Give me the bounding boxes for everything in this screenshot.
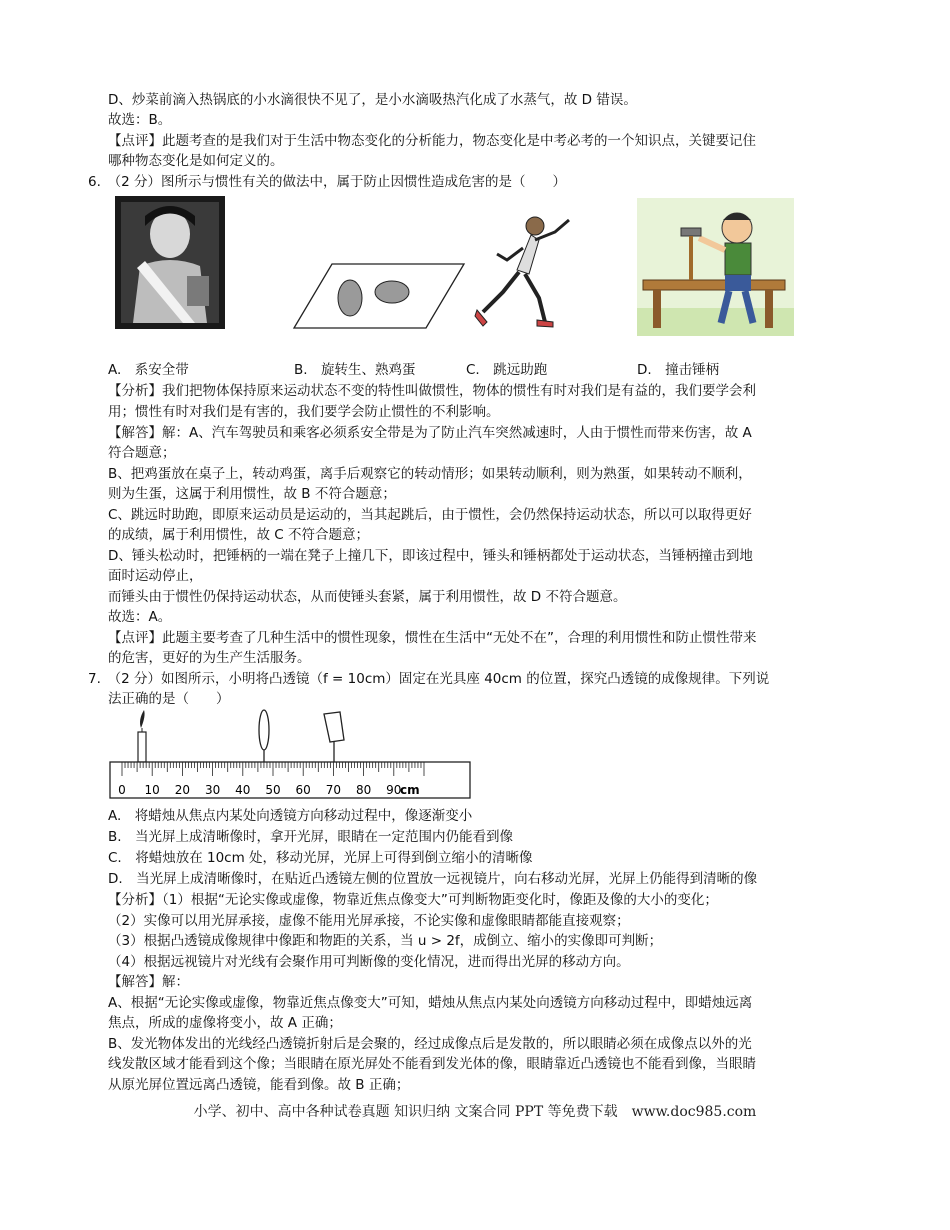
q7-solution-line-3: B、发光物体发出的光线经凸透镜折射后是会聚的，经过成像点后是发散的，所以眼睛必须在成像点以外的光 bbox=[108, 1036, 752, 1052]
convex-lens bbox=[259, 710, 269, 750]
q5-comment-line-2: 哪种物态变化是如何定义的。 bbox=[108, 153, 284, 169]
seatbelt-photo bbox=[115, 196, 225, 329]
page-footer: 小学、初中、高中各种试卷真题 知识归纳 文案合同 PPT 等免费下载 www.doc985.com bbox=[193, 1104, 757, 1120]
q7-solution-head: 【解答】解： bbox=[108, 974, 189, 990]
q6-solution-line-3: B、把鸡蛋放在桌子上，转动鸡蛋，离手后观察它的转动情形；如果转动顺利，则为熟蛋，如果转动不顺利， bbox=[108, 466, 752, 482]
q6-option-d: D. 撞击锤柄 bbox=[637, 362, 720, 378]
ruler-label: 30 bbox=[204, 783, 221, 797]
candle bbox=[138, 710, 146, 762]
q7-solution-line-5: 从原光屏位置远离凸透镜，能看到像。故 B 正确； bbox=[108, 1077, 410, 1093]
ruler-label: 50 bbox=[265, 783, 281, 797]
ruler-label: 70 bbox=[325, 783, 342, 797]
q6-answer: 故选：A。 bbox=[108, 609, 172, 625]
q5-answer: 故选：B。 bbox=[108, 112, 172, 128]
q6-solution-line-7: D、锤头松动时，把锤柄的一端在凳子上撞几下，即该过程中，锤头和锤柄都处于运动状态，当锤柄撞击到地 bbox=[108, 548, 753, 564]
q6-comment-line-1: 【点评】此题主要考查了几种生活中的惯性现象，惯性在生活中“无处不在”，合理的利用惯性和防止惯性带来 bbox=[108, 630, 757, 646]
ruler-label: 60 bbox=[295, 783, 311, 797]
q6-solution-line-6: 的成绩，属于利用惯性，故 C 不符合题意； bbox=[108, 527, 370, 543]
q6-solution-line-1: 【解答】解：A、汽车驾驶员和乘客必须系安全带是为了防止汽车突然减速时，人由于惯性而带来伤害，故 A bbox=[108, 425, 752, 441]
eggs-on-table-drawing bbox=[292, 258, 467, 332]
q6-option-b: B. 旋转生、熟鸡蛋 bbox=[294, 362, 416, 378]
q7-option-b: B. 当光屏上成清晰像时，拿开光屏，眼睛在一定范围内仍能看到像 bbox=[108, 829, 514, 845]
q7-stem-line-1: 7. （2 分）如图所示，小明将凸透镜（f = 10cm）固定在光具座 40cm 的位置，探究凸透镜的成像规律。下列说 bbox=[88, 671, 770, 687]
ruler-label: 40 bbox=[235, 783, 251, 797]
q6-comment-line-2: 的危害，更好的为生产生活服务。 bbox=[108, 650, 311, 666]
q6-analysis-line-1: 【分析】我们把物体保持原来运动状态不变的特性叫做惯性，物体的惯性有时对我们是有益的，我们要学会利 bbox=[108, 383, 756, 399]
q6-solution-line-5: C、跳远时助跑，即原来运动员是运动的，当其起跳后，由于惯性，会仍然保持运动状态，所以可以取得更好 bbox=[108, 507, 752, 523]
ruler-label: 10 bbox=[144, 783, 160, 797]
q7-option-c: C. 将蜡烛放在 10cm 处，移动光屏，光屏上可得到倒立缩小的清晰像 bbox=[108, 850, 533, 866]
ruler-label: 80 bbox=[355, 783, 372, 797]
q6-option-a: A. 系安全带 bbox=[108, 362, 189, 378]
q7-option-a: A. 将蜡烛从焦点内某处向透镜方向移动过程中，像逐渐变小 bbox=[108, 808, 473, 824]
q7-analysis-line-1: 【分析】（1）根据“无论实像或虚像，物靠近焦点像变大”可判断物距变化时，像距及像的大小的变化； bbox=[108, 892, 718, 908]
q7-solution-line-4: 线发散区域才能看到这个像；当眼睛在原光屏处不能看到发光体的像，眼睛靠近凸透镜也不能看到像，当眼睛 bbox=[108, 1056, 756, 1072]
q6-analysis-line-2: 用；惯性有时对我们是有害的，我们要学会防止惯性的不利影响。 bbox=[108, 404, 500, 420]
q7-stem-line-2: 法正确的是（ ） bbox=[108, 691, 230, 707]
ruler-label: cm bbox=[399, 783, 420, 797]
optical-bench-diagram bbox=[108, 708, 476, 801]
q7-solution-line-2: 焦点，所成的虚像将变小，故 A 正确； bbox=[108, 1015, 342, 1031]
q6-solution-line-9: 而锤头由于惯性仍保持运动状态，从而使锤头套紧，属于利用惯性，故 D 不符合题意。 bbox=[108, 589, 627, 605]
q6-solution-line-8: 面时运动停止， bbox=[108, 568, 203, 584]
q6-solution-line-2: 符合题意； bbox=[108, 445, 176, 461]
q6-solution-line-4: 则为生蛋，这属于利用惯性，故 B 不符合题意； bbox=[108, 486, 396, 502]
ruler-label: 90 bbox=[386, 783, 402, 797]
q6-stem: 6. （2 分）图所示与惯性有关的做法中，属于防止因惯性造成危害的是（ ） bbox=[88, 174, 567, 190]
q7-analysis-line-4: （4）根据远视镜片对光线有会聚作用可判断像的变化情况，进而得出光屏的移动方向。 bbox=[108, 954, 630, 970]
q6-option-c: C. 跳远助跑 bbox=[466, 362, 548, 378]
runner-drawing bbox=[473, 210, 578, 330]
hammer-bench-drawing bbox=[637, 198, 794, 336]
q5-option-d-explanation: D、炒菜前滴入热锅底的小水滴很快不见了，是小水滴吸热汽化成了水蒸气，故 D 错误。 bbox=[108, 92, 637, 108]
q5-comment-line-1: 【点评】此题考查的是我们对于生活中物态变化的分析能力，物态变化是中考必考的一个知识点，关键要记住 bbox=[108, 133, 756, 149]
light-screen bbox=[324, 712, 344, 742]
ruler-label: 20 bbox=[174, 783, 191, 797]
ruler-label: 0 bbox=[118, 783, 126, 797]
q7-analysis-line-3: （3）根据凸透镜成像规律中像距和物距的关系，当 u > 2f，成倒立、缩小的实像即可判断； bbox=[108, 933, 663, 949]
q7-analysis-line-2: （2）实像可以用光屏承接，虚像不能用光屏承接，不论实像和虚像眼睛都能直接观察； bbox=[108, 913, 630, 929]
q7-option-d: D. 当光屏上成清晰像时，在贴近凸透镜左侧的位置放一远视镜片，向右移动光屏，光屏上仍能得到清晰的像 bbox=[108, 871, 758, 887]
q7-solution-line-1: A、根据“无论实像或虚像，物靠近焦点像变大”可知，蜡烛从焦点内某处向透镜方向移动过程中，即蜡烛远离 bbox=[108, 995, 753, 1011]
